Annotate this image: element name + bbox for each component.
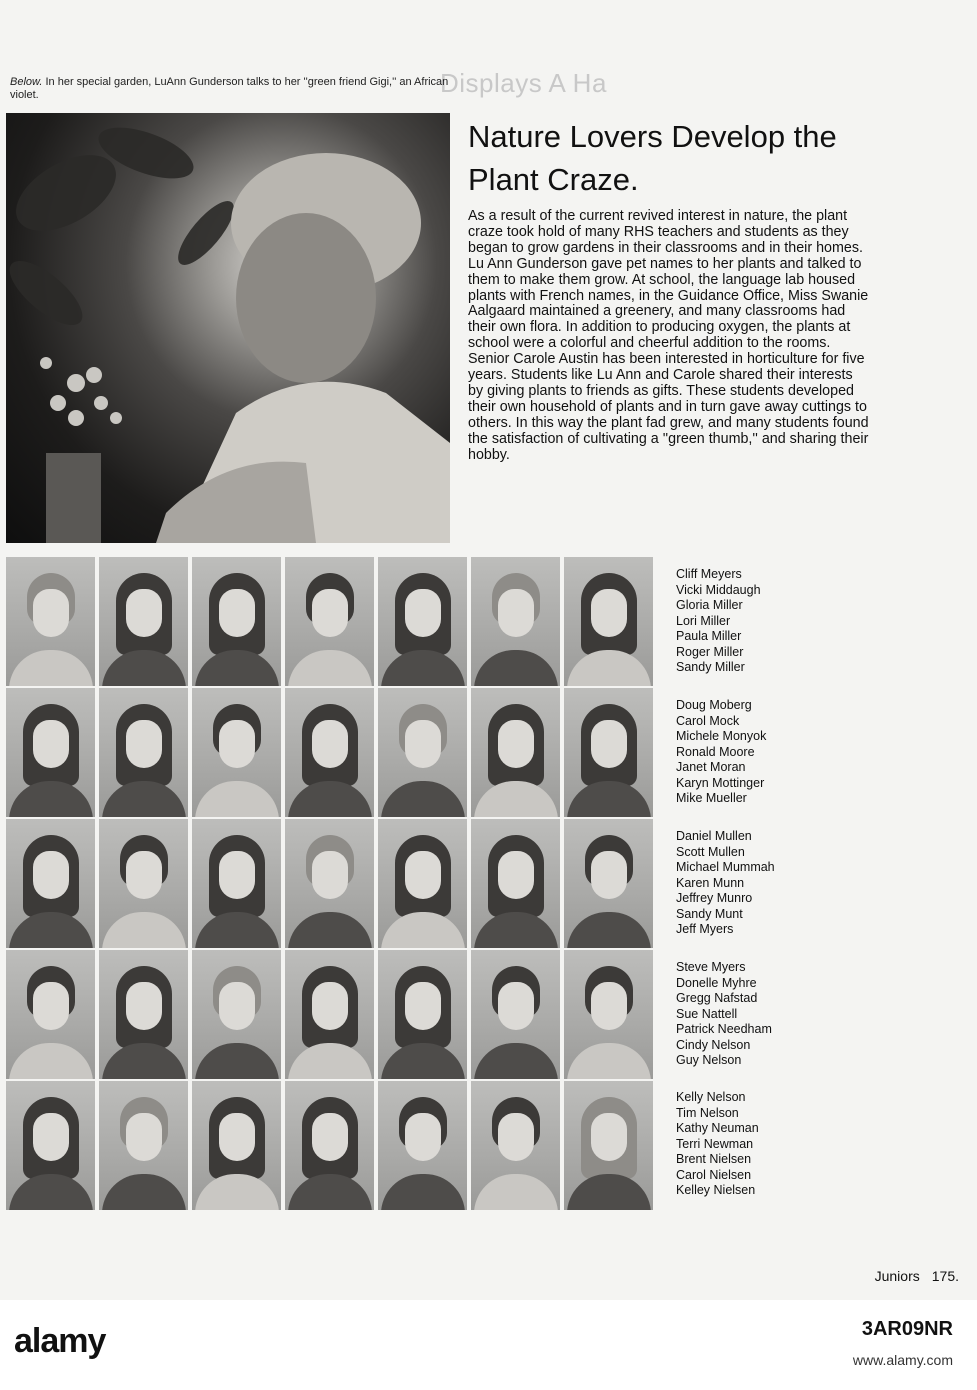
portrait-face [33, 851, 69, 899]
student-name: Jeffrey Munro [676, 891, 753, 905]
portrait-clothing [288, 912, 372, 948]
student-portrait [285, 1081, 374, 1210]
student-name: Sandy Munt [676, 906, 743, 921]
photo-caption [10, 76, 460, 102]
portrait-face [498, 589, 534, 637]
student-name: Scott Mullen [676, 844, 745, 859]
portrait-face [498, 720, 534, 768]
student-portrait [564, 688, 653, 817]
page-footer [875, 1268, 959, 1284]
student-portrait [378, 819, 467, 948]
student-portrait [6, 557, 95, 686]
portrait-clothing [381, 912, 465, 948]
section-label: Juniors [874, 1268, 920, 1284]
student-portrait [285, 950, 374, 1079]
student-name: Terri Newman [676, 1136, 754, 1151]
portrait-face [405, 1113, 441, 1161]
portrait-face [312, 720, 348, 768]
portrait-clothing [288, 1174, 372, 1210]
portrait-clothing [474, 1174, 558, 1210]
portrait-clothing [474, 781, 558, 817]
student-portrait [99, 688, 188, 817]
student-portrait [6, 819, 95, 948]
student-name: Tim Nelson [676, 1105, 739, 1120]
portrait-face [33, 982, 69, 1030]
student-name: Carol Nielsen [676, 1167, 752, 1182]
student-portrait [99, 1081, 188, 1210]
student-name: Gregg Nafstad [676, 991, 758, 1005]
student-portrait [192, 688, 281, 817]
student-name: Jeff Myers [676, 922, 734, 936]
portrait-clothing [288, 781, 372, 817]
portrait-face [312, 1113, 348, 1161]
portrait-face [312, 589, 348, 637]
student-portrait [471, 1081, 560, 1210]
portrait-clothing [102, 1174, 186, 1210]
name-list [676, 829, 836, 938]
portrait-clothing [9, 912, 93, 948]
portrait-face [312, 851, 348, 899]
portrait-face [219, 982, 255, 1030]
student-name: Daniel Mullen [676, 829, 752, 843]
portrait-clothing [474, 1043, 558, 1079]
headline: Nature Lovers Develop the Plant Craze. [468, 119, 837, 197]
student-portrait [378, 1081, 467, 1210]
student-name: Karen Munn [676, 875, 745, 890]
portrait-clothing [9, 650, 93, 686]
portrait-face [126, 1113, 162, 1161]
portrait-clothing [102, 781, 186, 817]
portrait-clothing [474, 650, 558, 686]
student-name: Donelle Myhre [676, 975, 757, 990]
student-name: Patrick Needham [676, 1022, 772, 1036]
student-name: Karyn Mottinger [676, 775, 765, 790]
portrait-clothing [567, 1043, 651, 1079]
portrait-clothing [102, 1043, 186, 1079]
student-portrait [564, 1081, 653, 1210]
portrait-face [405, 851, 441, 899]
student-portrait [6, 950, 95, 1079]
portrait-clothing [381, 650, 465, 686]
student-name: Ronald Moore [676, 744, 755, 759]
portrait-face [498, 851, 534, 899]
portrait-clothing [9, 781, 93, 817]
student-name: Mike Mueller [676, 791, 747, 805]
student-portrait [192, 557, 281, 686]
student-name: Janet Moran [676, 760, 746, 774]
portrait-clothing [288, 650, 372, 686]
portrait-clothing [474, 912, 558, 948]
name-list [676, 698, 836, 807]
student-portrait [564, 557, 653, 686]
portrait-clothing [381, 781, 465, 817]
portrait-clothing [195, 781, 279, 817]
student-name: Steve Myers [676, 960, 746, 974]
portrait-face [591, 1113, 627, 1161]
portrait-face [405, 982, 441, 1030]
student-name: Lori Miller [676, 613, 731, 628]
portrait-face [219, 851, 255, 899]
feature-photo-illustration [6, 113, 450, 543]
portrait-clothing [567, 912, 651, 948]
portrait-face [33, 720, 69, 768]
portrait-face [219, 720, 255, 768]
portrait-face [126, 720, 162, 768]
portrait-face [219, 1113, 255, 1161]
student-portrait [99, 819, 188, 948]
caption-text: In her special garden, LuAnn Gunderson talks to her ''green friend Gigi,'' an African violet. [10, 76, 449, 101]
portrait-clothing [195, 650, 279, 686]
student-name: Kathy Neuman [676, 1121, 759, 1135]
student-portrait [471, 819, 560, 948]
student-portrait [378, 688, 467, 817]
portrait-clothing [102, 912, 186, 948]
student-portrait [99, 557, 188, 686]
student-name: Sue Nattell [676, 1006, 738, 1021]
student-portrait [285, 557, 374, 686]
student-name: Michele Monyok [676, 729, 767, 743]
image-id: 3AR09NR [861, 1318, 953, 1340]
student-name: Sandy Miller [676, 660, 745, 674]
caption-lead: Below. [10, 76, 43, 88]
student-name: Kelly Nelson [676, 1090, 746, 1104]
bleed-through-text: Displays A Ha [440, 68, 607, 98]
student-name: Michael Mummah [676, 860, 775, 874]
portrait-face [126, 851, 162, 899]
portrait-face [591, 589, 627, 637]
portrait-face [33, 589, 69, 637]
student-portrait [99, 950, 188, 1079]
portrait-face [405, 589, 441, 637]
student-portrait [471, 688, 560, 817]
student-portrait [192, 1081, 281, 1210]
student-portrait [564, 950, 653, 1079]
portrait-face [312, 982, 348, 1030]
portrait-face [498, 1113, 534, 1161]
student-portrait [471, 950, 560, 1079]
portrait-face [591, 720, 627, 768]
student-name: Carol Mock [676, 713, 740, 728]
portrait-face [591, 851, 627, 899]
portrait-face [126, 982, 162, 1030]
portrait-clothing [567, 1174, 651, 1210]
name-list [676, 567, 836, 676]
portrait-clothing [9, 1043, 93, 1079]
student-name: Cliff Meyers [676, 567, 742, 581]
portrait-face [498, 982, 534, 1030]
student-portrait [6, 1081, 95, 1210]
student-name: Cindy Nelson [676, 1037, 751, 1052]
name-list [676, 960, 836, 1069]
student-portrait [378, 950, 467, 1079]
portrait-clothing [102, 650, 186, 686]
portrait-face [33, 1113, 69, 1161]
student-name: Vicki Middaugh [676, 582, 761, 597]
portrait-face [405, 720, 441, 768]
feature-photo [6, 113, 450, 543]
student-portrait [285, 819, 374, 948]
watermark-url: www.alamy.com [852, 1352, 953, 1368]
student-name: Gloria Miller [676, 598, 743, 612]
portrait-clothing [567, 650, 651, 686]
portrait-clothing [567, 781, 651, 817]
student-name: Doug Moberg [676, 698, 752, 712]
portrait-clothing [195, 1043, 279, 1079]
student-name: Kelley Nielsen [676, 1183, 756, 1197]
portrait-clothing [288, 1043, 372, 1079]
page-number: 175. [931, 1268, 959, 1284]
portrait-grid [6, 557, 660, 1210]
portrait-clothing [381, 1174, 465, 1210]
student-portrait [285, 688, 374, 817]
student-name: Paula Miller [676, 629, 742, 643]
student-portrait [564, 819, 653, 948]
student-name: Guy Nelson [676, 1053, 742, 1067]
article-body: As a result of the current revived interest in nature, the plant craze took hold of many RHS teachers and students as they began to grow gardens in their classrooms and in their homes. Lu Ann Gunderson gave pet names to her plants and talked to them to make them grow. At school, the language lab housed plants with French names, in the Guidance Office, Miss Swanie Aalgaard maintained a greenery, and many classrooms had their own flora. In addition to producing oxygen, the plants at school were a colorful and cheerful addition to the rooms. Senior Carole Austin has been interested in horticulture for five years. Students like Lu Ann and Carole shared their interests by giving plants to friends as gifts. These students developed their own household of plants and in turn gave away cuttings to others. In this way the plant fad grew, and many students found the satisfaction of cultivating a ''green thumb,'' and sharing their hobby. [468, 208, 869, 463]
portrait-face [591, 982, 627, 1030]
name-list [676, 1090, 836, 1199]
portrait-face [126, 589, 162, 637]
student-portrait [6, 688, 95, 817]
portrait-clothing [381, 1043, 465, 1079]
student-portrait [471, 557, 560, 686]
portrait-clothing [195, 912, 279, 948]
portrait-clothing [195, 1174, 279, 1210]
watermark-bar [0, 1300, 977, 1390]
student-portrait [192, 819, 281, 948]
student-portrait [378, 557, 467, 686]
student-name: Brent Nielsen [676, 1152, 752, 1166]
portrait-clothing [9, 1174, 93, 1210]
watermark-logo: alamy [14, 1322, 106, 1360]
portrait-face [219, 589, 255, 637]
student-name: Roger Miller [676, 644, 744, 659]
student-portrait [192, 950, 281, 1079]
